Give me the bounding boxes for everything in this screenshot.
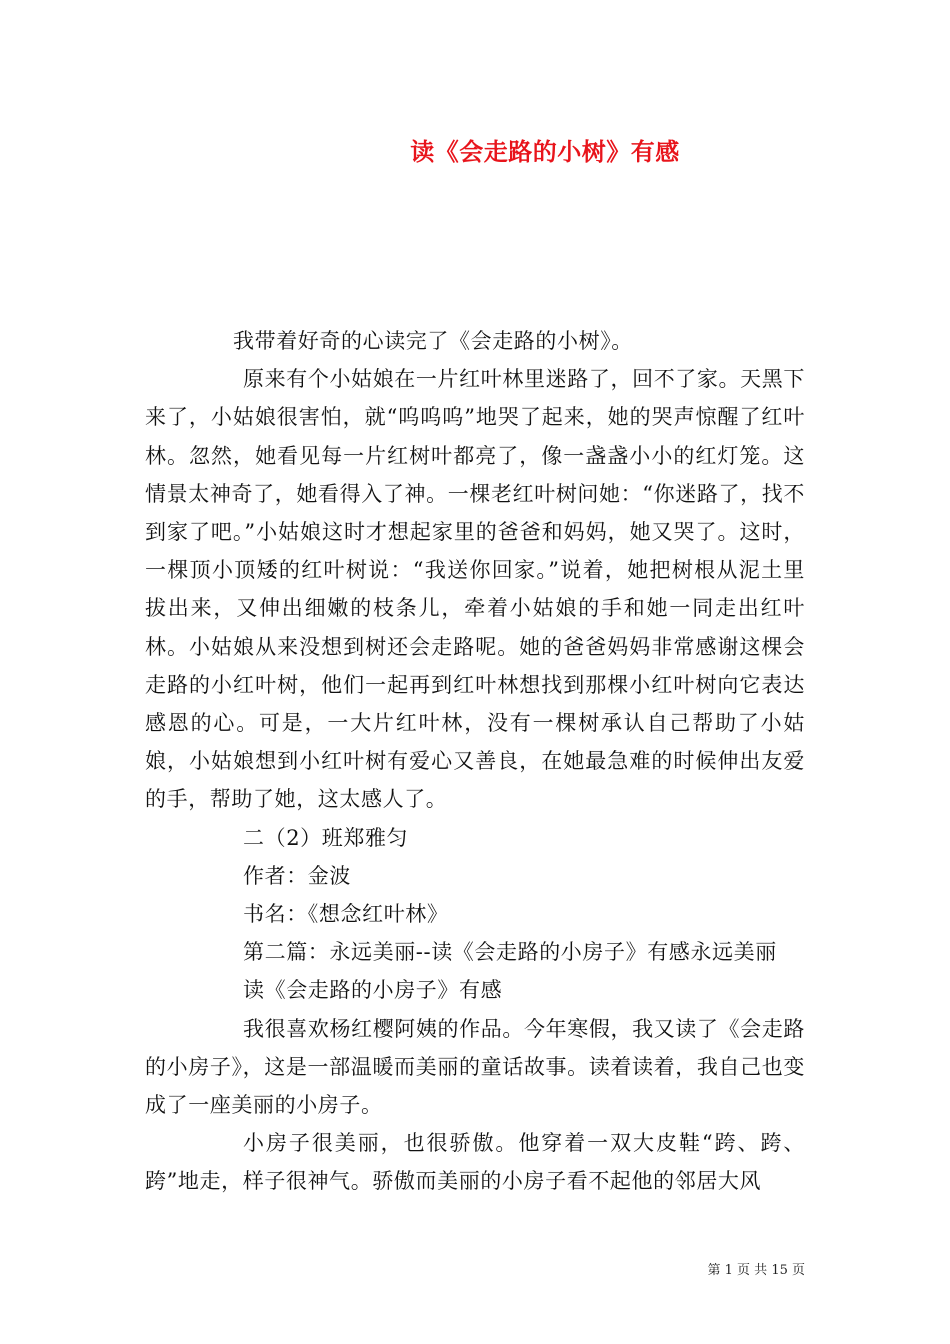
page-number: 第 1 页 共 15 页 (707, 1263, 805, 1278)
second-article-heading: 第二篇：永远美丽--读《会走路的小房子》有感永远美丽 (243, 940, 777, 965)
document-title: 读《会走路的小树》有感 (410, 137, 680, 166)
paragraph-little-house: 小房子很美丽，也很骄傲。他穿着一双大皮鞋“跨、跨、跨”地走，样子很神气。骄傲而美丽的小房子看不起他的邻居大风 (145, 1131, 805, 1194)
author-class-line: 二（2）班郑雅匀 (243, 825, 409, 850)
paragraph-second-intro: 我很喜欢杨红樱阿姨的作品。今年寒假，我又读了《会走路的小房子》，这是一部温暖而美丽的童话故事。读着读着，我自己也变成了一座美丽的小房子。 (145, 1016, 805, 1118)
book-author-line: 作者：金波 (243, 863, 351, 888)
book-name-line: 书名：《想念红叶林》 (243, 902, 449, 927)
paragraph-story: 原来有个小姑娘在一片红叶林里迷路了，回不了家。天黑下来了，小姑娘很害怕，就“呜呜呜”地哭了起来，她的哭声惊醒了红叶林。忽然，她看见每一片红树叶都亮了，像一盏盏小小的红灯笼。这情景太神奇了，她看得入了神。一棵老红叶树问她：“你迷路了，找不到家了吧。”小姑娘这时才想起家里的爸爸和妈妈，她又哭了。这时，一棵顶小顶矮的红叶树说：“我送你回家。”说着，她把树根从泥土里拔出来，又伸出细嫩的枝条儿，牵着小姑娘的手和她一同走出红叶林。小姑娘从来没想到树还会走路呢。她的爸爸妈妈非常感谢这棵会走路的小红叶树，他们一起再到红叶林想找到那棵小红叶树向它表达感恩的心。可是，一大片红叶林，没有一棵树承认自己帮助了小姑娘，小姑娘想到小红叶树有爱心又善良，在她最急难的时候伸出友爱的手，帮助了她，这太感人了。 (145, 367, 805, 812)
paragraph-intro: 我带着好奇的心读完了《会走路的小树》。 (233, 329, 633, 353)
document-body (145, 322, 805, 1201)
second-article-subtitle: 读《会走路的小房子》有感 (243, 978, 503, 1003)
